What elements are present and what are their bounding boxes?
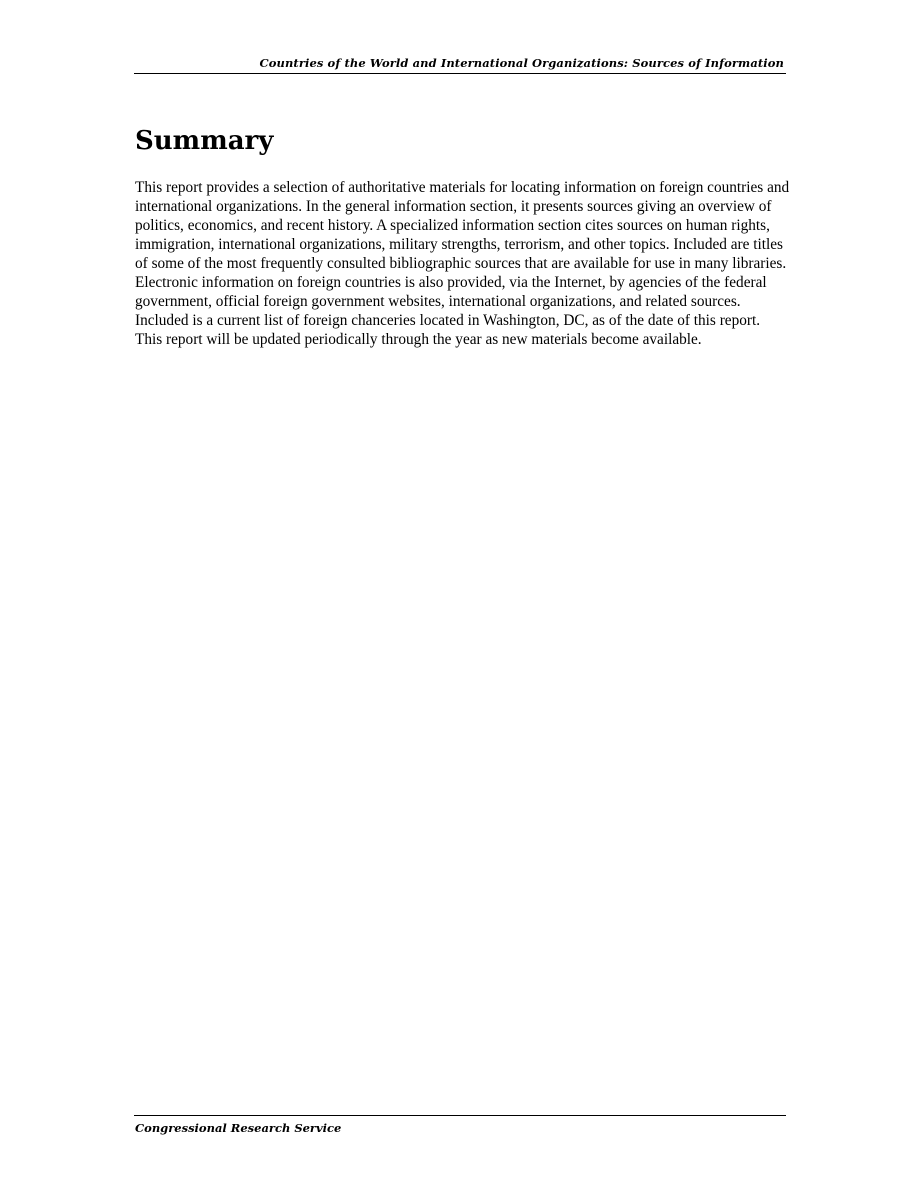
page-title: Summary: [135, 126, 274, 156]
running-header-title: Countries of the World and International Organizations: Sources of Information: [259, 56, 784, 70]
running-footer: [134, 1115, 786, 1135]
running-header: [134, 55, 786, 74]
footer-publisher: Congressional Research Service: [135, 1121, 342, 1135]
summary-paragraph: This report provides a selection of authoritative materials for locating information on foreign countries and international organizations. In the general information section, it presents sources giving an overview of politics, economics, and recent history. A specialized information section cites sources on human rights, immigration, international organizations, military strengths, terrorism, and other topics. Included are titles of some of the most frequently consulted bibliographic sources that are available for use in many libraries. Electronic information on foreign countries is also provided, via the Internet, by agencies of the federal government, official foreign government websites, international organizations, and related sources. Included is a current list of foreign chanceries located in Washington, DC, as of the date of this report. This report will be updated periodically through the year as new materials become available.: [135, 179, 790, 348]
